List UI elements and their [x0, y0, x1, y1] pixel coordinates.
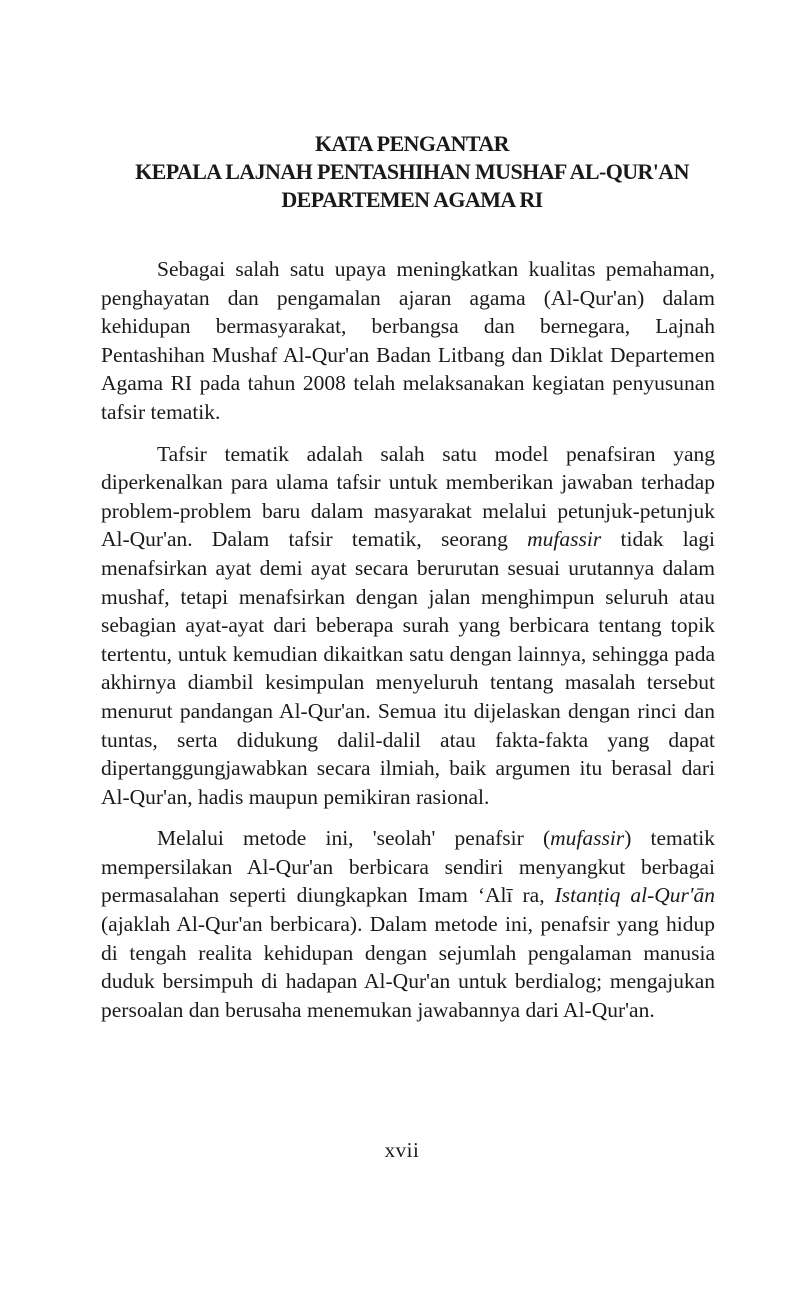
paragraph-3-text-a: Melalui metode ini, 'seolah' penafsir (: [157, 826, 551, 851]
paragraph-3-text-b: ) tematik mempersilakan Al-Qur'an berbicara sendiri menyangkut berbagai permasalahan seperti diungkapkan Imam ‘Alī ra,: [101, 826, 716, 908]
title-line-2: KEPALA LAJNAH PENTASHIHAN MUSHAF AL-QUR'AN: [135, 159, 689, 184]
paragraph-2-text-b: tidak lagi menafsirkan ayat demi ayat secara berurutan sesuai urutannya dalam mushaf, tetapi menafsirkan dengan jalan menghimpun seluruh atau sebagian ayat-ayat dari beberapa surah yang berbicara tentang topik tertentu, untuk kemudian dikaitkan satu dengan lainnya, sehingga pada akhirnya diambil kesimpulan menyeluruh tentang masalah tersebut menurut pandangan Al-Qur'an. Semua itu dijelaskan dengan rinci dan tuntas, serta didukung dalil-dalil atau fakta-fakta yang dapat dipertanggungjawabkan secara ilmiah, baik argumen itu berasal dari Al-Qur'an, hadis maupun pemikiran rasional.: [101, 527, 715, 809]
page-title: [60, 130, 764, 214]
italic-term-mufassir: mufassir: [550, 826, 625, 851]
italic-term-istantiq: Istanṭiq al-Qur'ān: [554, 883, 715, 908]
body-text: [101, 255, 715, 1037]
page-number: xvii: [384, 1138, 420, 1162]
paragraph-3: [101, 824, 715, 1024]
paragraph-2-text-a: Tafsir tematik adalah salah satu model penafsiran yang diperkenalkan para ulama tafsir untuk memberikan jawaban terhadap problem-problem baru dalam masyarakat melalui petunjuk-petunjuk Al-Qur'an. Dalam tafsir tematik, seorang: [101, 441, 715, 552]
title-line-1: KATA PENGANTAR: [315, 131, 509, 156]
title-line-3: DEPARTEMEN AGAMA RI: [281, 187, 543, 212]
paragraph-1-text: Sebagai salah satu upaya meningkatkan kualitas pemahaman, penghayatan dan pengamalan ajaran agama (Al-Qur'an) dalam kehidupan bermasyarakat, berbangsa dan bernegara, Lajnah Pentashihan Mushaf Al-Qur'an Badan Litbang dan Diklat Departemen Agama RI pada tahun 2008 telah melaksanakan kegiatan penyusunan tafsir tematik.: [101, 257, 715, 424]
paragraph-2: [101, 440, 715, 812]
paragraph-1: [101, 255, 715, 427]
italic-term-mufassir: mufassir: [527, 527, 602, 552]
paragraph-3-text-c: (ajaklah Al-Qur'an berbicara). Dalam metode ini, penafsir yang hidup di tengah realita kehidupan dengan sejumlah pengalaman manusia duduk bersimpuh di hadapan Al-Qur'an untuk berdialog; mengajukan persoalan dan berusaha menemukan jawabannya dari Al-Qur'an.: [101, 912, 715, 1022]
